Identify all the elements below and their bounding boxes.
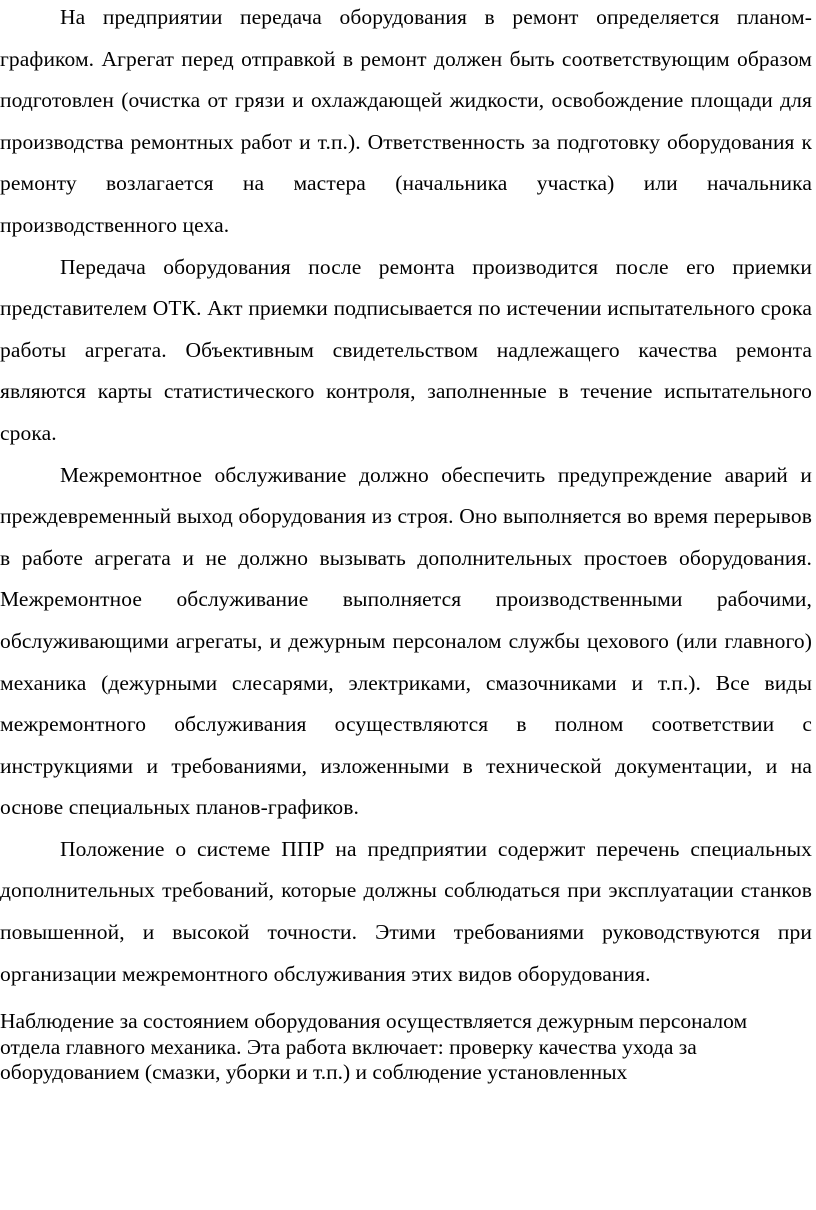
paragraph-maintenance: Межремонтное обслуживание должно обеспечить предупреждение аварий и преждевременный выход оборудования из строя. Оно выполняется во время перерывов в работе агрегата и не должно вызывать дополнительных простоев оборудования. Межремонтное обслуживание выполняется производственными рабочими, обслуживающими агрегаты, и дежурным персоналом службы цехового (или главного) механика (дежурными слесарями, электриками, смазочниками и т.п.). Все виды межремонтного обслуживания осуществляются в полном соответствии с инструкциями и требованиями, изложенными в технической документации, и на основе специальных планов-графиков. [0,462,812,820]
paragraph-acceptance: Передача оборудования после ремонта производится после его приемки представителем ОТК. Акт приемки подписывается по истечении испытательного срока работы агрегата. Объективным свидетельством надлежащего качества ремонта являются карты статистического контроля, заполненные в течение испытательного срока. [0,254,812,445]
paragraph-ppr-regulation: Положение о системе ППР на предприятии содержит перечень специальных дополнительных требований, которые должны соблюдаться при эксплуатации станков повышенной, и высокой точности. Этими требованиями руководствуются при организации межремонтного обслуживания этих видов оборудования. [0,836,812,986]
paragraph-monitoring: Наблюдение за состоянием оборудования осуществляется дежурным персоналом отдела главного механика. Эта работа включает: проверку качества ухода за оборудованием (смазки, уборки и т.п.) и соблюдение установленных [0,1009,748,1085]
paragraph-repair-handover: На предприятии передача оборудования в ремонт определяется планом-графиком. Агрегат перед отправкой в ремонт должен быть соответствующим образом подготовлен (очистка от грязи и охлаждающей жидкости, освобождение площади для производства ремонтных работ и т.п.). Ответственность за подготовку оборудования к ремонту возлагается на мастера (начальника участка) или начальника производственного цеха. [0,5,812,237]
